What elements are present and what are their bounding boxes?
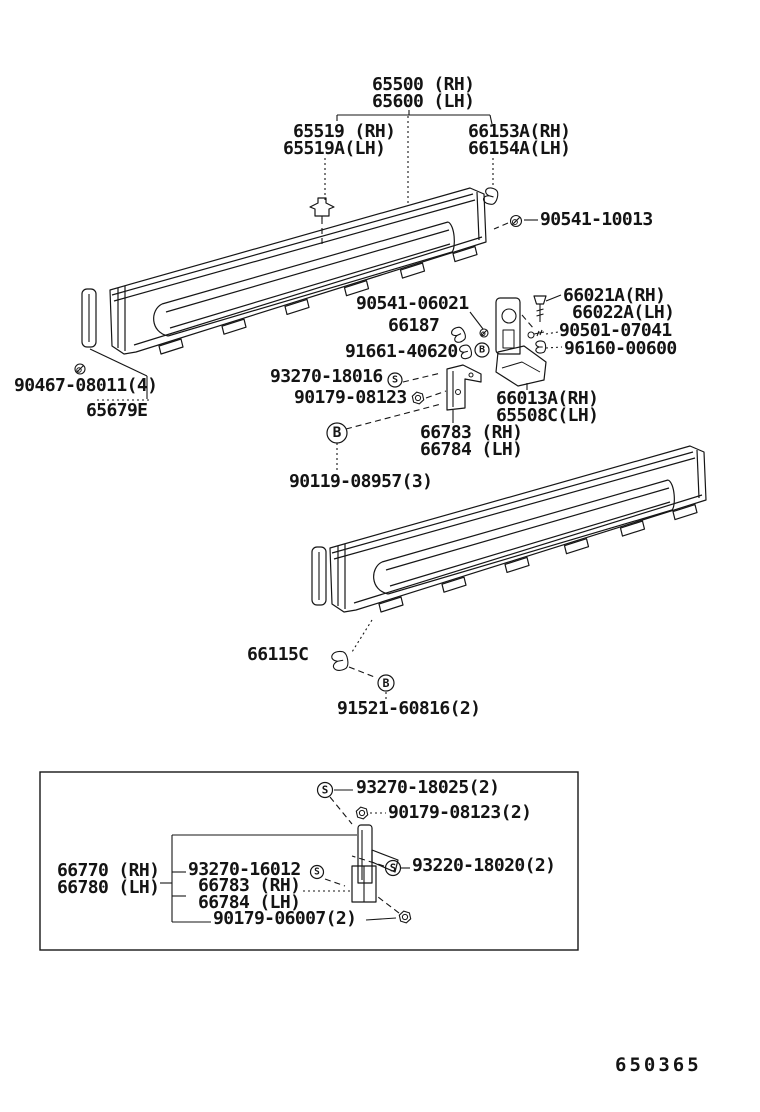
part-number-66780-lh: 66780 (LH) <box>57 877 160 898</box>
screw-reference-symbol <box>386 861 401 876</box>
svg-text:S: S <box>314 866 320 878</box>
part-number-66784-lh-box: 66784 (LH) <box>198 892 301 913</box>
part-number-93270-18016: 93270-18016 <box>270 366 383 387</box>
screw-icon <box>528 332 534 338</box>
screw-reference-symbol <box>318 783 333 798</box>
bolt-reference-symbol <box>378 675 394 691</box>
clip-icon <box>483 187 500 206</box>
part-number-66153a-rh: 66153A(RH) <box>468 121 571 142</box>
svg-text:B: B <box>382 676 390 690</box>
diagram-code: 650365 <box>615 1054 702 1076</box>
part-number-93270-18025: 93270-18025(2) <box>356 777 500 798</box>
svg-text:S: S <box>389 861 397 875</box>
part-number-65519-rh: 65519 (RH) <box>293 121 396 142</box>
part-number-93270-16012: 93270-16012 <box>188 859 301 880</box>
part-number-66783-rh-box: 66783 (RH) <box>198 875 301 896</box>
clip-icon <box>310 198 334 216</box>
clip-icon <box>536 341 546 353</box>
part-number-91661-40620: 91661-40620 <box>345 341 458 362</box>
screw-icon <box>534 296 546 304</box>
svg-text:S: S <box>321 783 329 797</box>
part-number-66784-lh: 66784 (LH) <box>420 439 523 460</box>
bolt-reference-symbol <box>327 423 347 443</box>
part-number-90119-08957: 90119-08957(3) <box>289 471 433 492</box>
screw-reference-symbol <box>311 866 324 879</box>
part-number-66783-rh: 66783 (RH) <box>420 422 523 443</box>
part-number-65508c-lh: 65508C(LH) <box>496 405 599 426</box>
clip-icon <box>331 650 349 671</box>
part-number-90179-08123-2: 90179-08123(2) <box>388 802 532 823</box>
part-number-66022a-lh: 66022A(LH) <box>572 302 675 323</box>
part-number-90501-07041: 90501-07041 <box>559 320 672 341</box>
part-number-91521-60816: 91521-60816(2) <box>337 698 481 719</box>
part-number-66115c: 66115C <box>247 644 309 665</box>
nut-icon <box>356 807 367 819</box>
part-number-65679e: 65679E <box>86 400 148 421</box>
bolt-reference-symbol <box>475 343 489 357</box>
part-number-90179-06007: 90179-06007(2) <box>213 908 357 929</box>
svg-text:B: B <box>332 425 342 441</box>
nut-icon <box>412 392 423 404</box>
part-number-90541-10013: 90541-10013 <box>540 209 653 230</box>
part-number-65600-lh: 65600 (LH) <box>372 91 475 112</box>
part-number-65500-rh: 65500 (RH) <box>372 74 475 95</box>
nut-icon <box>399 911 410 923</box>
part-number-90179-08123: 90179-08123 <box>294 387 407 408</box>
stay-bracket-drawing <box>496 298 546 386</box>
part-number-66770-rh: 66770 (RH) <box>57 860 160 881</box>
part-number-90467-08011: 90467-08011(4) <box>14 375 158 396</box>
part-number-90541-06021: 90541-06021 <box>356 293 469 314</box>
part-number-66154a-lh: 66154A(LH) <box>468 138 571 159</box>
part-number-66013a-rh: 66013A(RH) <box>496 388 599 409</box>
part-number-96160-00600: 96160-00600 <box>564 338 677 359</box>
clip-icon <box>459 344 473 360</box>
svg-text:B: B <box>478 344 486 356</box>
svg-text:S: S <box>391 374 399 386</box>
screw-reference-symbol <box>388 373 402 387</box>
part-number-66187: 66187 <box>388 315 440 336</box>
part-number-93220-18020: 93220-18020(2) <box>412 855 556 876</box>
part-number-66021a-rh: 66021A(RH) <box>563 285 666 306</box>
part-number-65519a-lh: 65519A(LH) <box>283 138 386 159</box>
hinge-bracket-drawing <box>447 365 481 410</box>
